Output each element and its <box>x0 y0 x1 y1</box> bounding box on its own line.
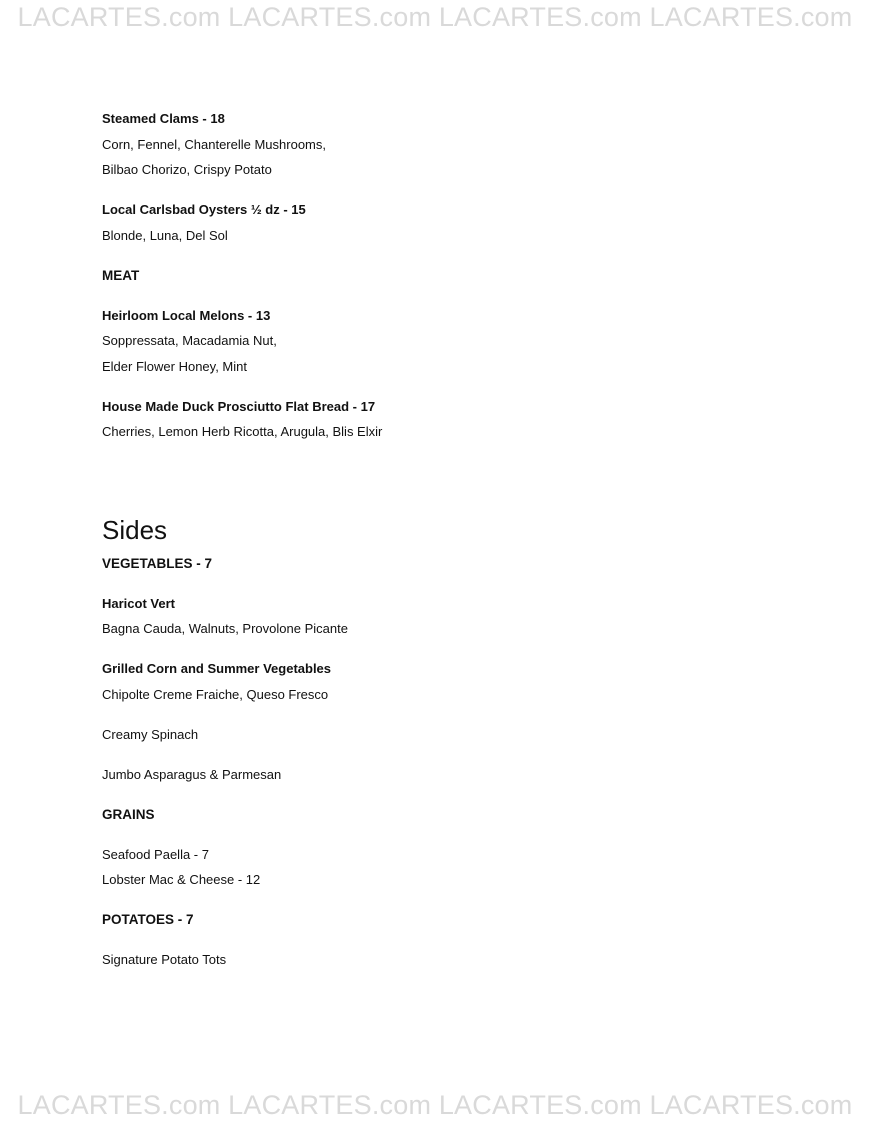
item-name: Heirloom Local Melons - 13 <box>102 307 271 323</box>
menu-item-duck-prosciutto <box>102 394 802 445</box>
menu-item-carlsbad-oysters <box>102 197 802 248</box>
section-heading-grains: GRAINS <box>102 806 155 822</box>
menu-item-jumbo-asparagus: Jumbo Asparagus & Parmesan <box>102 766 282 782</box>
menu-item-creamy-spinach: Creamy Spinach <box>102 726 199 742</box>
item-name: Local Carlsbad Oysters ½ dz - 15 <box>102 202 306 217</box>
item-description: Blonde, Luna, Del Sol <box>102 227 228 243</box>
menu-item-seafood-paella: Seafood Paella - 7 <box>102 846 209 862</box>
watermark-top: LACARTES.com LACARTES.com LACARTES.com LACARTES.com <box>17 2 853 32</box>
item-description: Elder Flower Honey, Mint <box>102 358 247 374</box>
item-name: Steamed Clams - 18 <box>102 111 225 126</box>
menu-item-potato-tots: Signature Potato Tots <box>102 952 227 967</box>
watermark-bottom: LACARTES.com LACARTES.com LACARTES.com LACARTES.com <box>17 1090 853 1120</box>
item-description: Cherries, Lemon Herb Ricotta, Arugula, Blis Elxir <box>102 424 383 439</box>
section-title-sides: Sides <box>102 514 168 545</box>
section-heading-meat: MEAT <box>102 267 140 283</box>
section-heading-potatoes: POTATOES - 7 <box>102 912 194 927</box>
menu-item-heirloom-melons <box>102 303 802 380</box>
item-description: Bilbao Chorizo, Crispy Potato <box>102 162 272 177</box>
menu-content <box>102 106 802 973</box>
item-description: Corn, Fennel, Chanterelle Mushrooms, <box>102 136 326 152</box>
menu-item-steamed-clams <box>102 106 802 183</box>
menu-item-haricot-vert <box>102 591 802 642</box>
item-description: Soppressata, Macadamia Nut, <box>102 333 277 348</box>
section-heading-vegetables: VEGETABLES - 7 <box>102 555 213 571</box>
item-name: Haricot Vert <box>102 595 175 611</box>
menu-item-lobster-mac: Lobster Mac & Cheese - 12 <box>102 872 261 887</box>
item-name: Grilled Corn and Summer Vegetables <box>102 661 332 676</box>
menu-item-grilled-corn <box>102 656 802 707</box>
item-description: Chipolte Creme Fraiche, Queso Fresco <box>102 686 329 702</box>
item-description: Bagna Cauda, Walnuts, Provolone Picante <box>102 621 348 636</box>
item-name: House Made Duck Prosciutto Flat Bread - 17 <box>102 398 376 414</box>
